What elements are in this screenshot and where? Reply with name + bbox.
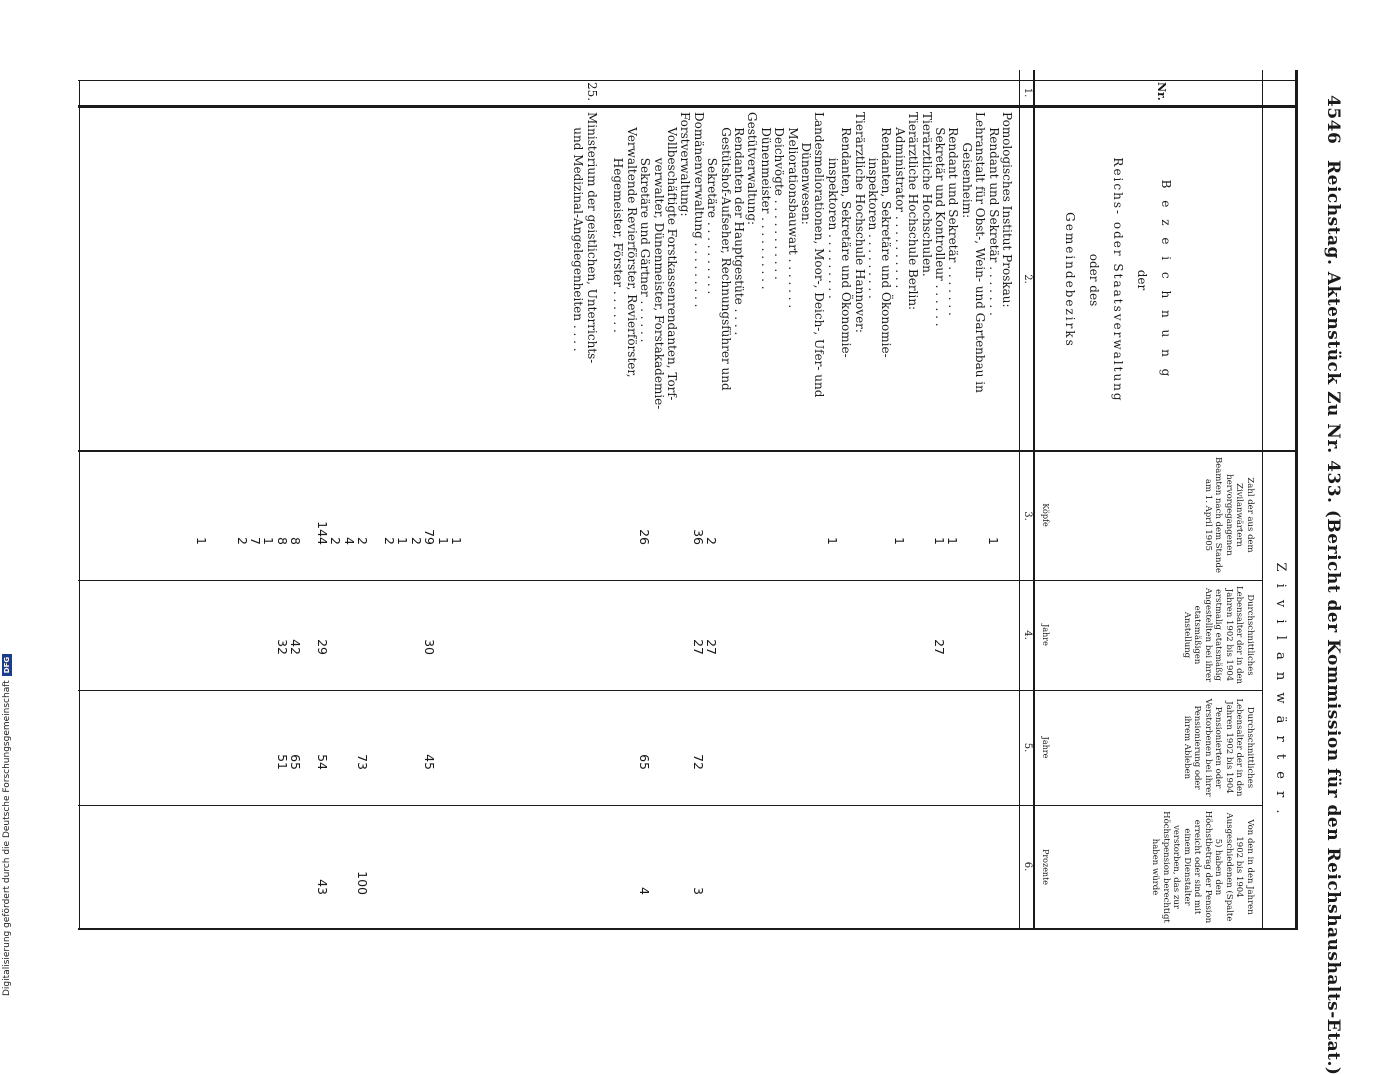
row-value-n3: 1 — [932, 537, 947, 545]
row-description: Tierärztliche Hochschule Berlin: — [906, 112, 921, 311]
bez-line: Gemeindebezirks — [1063, 212, 1077, 348]
block2-value-n3: 4 — [341, 537, 357, 545]
row-description: verwalter, Dünenmeister, Forstakademie- — [651, 112, 666, 410]
page-number: 4546 — [1323, 95, 1343, 145]
col5-unit: Jahre — [1041, 736, 1050, 759]
block2-value-n3: 144 — [315, 521, 330, 545]
row-value-n6: 3 — [690, 887, 706, 895]
col4-rule — [78, 580, 1263, 581]
colnum-5: 5. — [1022, 742, 1033, 753]
row-description: Verwaltende Revierförster, Revierförster, — [624, 112, 639, 378]
row-description: und Medizinal-Angelegenheiten . . . . — [571, 112, 586, 352]
row-description: Gestütshof-Aufseher, Rechnungsführer und — [718, 112, 733, 391]
col3-unit: Köpfe — [1041, 503, 1050, 527]
block2-value-n5: 45 — [422, 754, 438, 770]
block2-value-n5: 54 — [315, 754, 330, 770]
row-description: Meliorationsbauwart . . . . . . . — [785, 112, 800, 309]
colnum-4: 4. — [1022, 630, 1033, 640]
bez-line: der — [1135, 269, 1149, 291]
row-value-n3: 1 — [824, 537, 840, 545]
col5-rule — [78, 690, 1263, 691]
block2-value-n6: 100 — [355, 871, 371, 895]
row-description: Lehranstalt für Obst-, Wein- und Gartenbau in — [973, 112, 988, 393]
row-description: inspektoren . . . . . . . . . — [825, 112, 840, 299]
row-value-n3: 1 — [985, 537, 1001, 545]
col6-unit: Prozente — [1041, 848, 1050, 886]
block2-value-n3: 1 — [395, 537, 411, 545]
row-description: Dünenwesen: — [799, 112, 813, 225]
dfg-logo: DFG — [2, 654, 12, 676]
row-value-n3: 36 — [690, 529, 706, 545]
col6-rule — [78, 805, 1263, 806]
block2-value-n4: 32 — [274, 639, 290, 655]
row-description: Rendanten, Sekretäre und Ökonomie- — [879, 112, 894, 358]
bezeichnung-header — [1058, 110, 1178, 450]
block2-value-n3: 8 — [288, 537, 304, 545]
block2-value-n3: 2 — [408, 537, 424, 545]
block2-value-n3: 2 — [355, 537, 371, 545]
colnum-6: 6. — [1022, 861, 1033, 872]
bez-line: Reichs- oder Staatsverwaltung — [1111, 157, 1125, 403]
row-description: Rendanten, Sekretäre und Ökonomie- — [839, 112, 854, 358]
row-value-n3: 1 — [891, 537, 907, 545]
block2-value-n4: 30 — [422, 639, 438, 655]
row-description: Rendant und Sekretär . . . . . . . — [986, 112, 1001, 316]
row-value-n5: 65 — [637, 754, 653, 770]
col-desc-rule — [78, 105, 1298, 108]
bez-line: oder des — [1087, 253, 1101, 307]
funding-note: Digitalisierung gefördert durch die Deutsche Forschungsgemeinschaft — [2, 680, 12, 996]
row-description: Gestütverwaltung: — [745, 112, 760, 226]
block2-value-n3: 8 — [274, 537, 290, 545]
colnum-1: 1. — [1022, 87, 1033, 98]
block-separator-rule — [79, 80, 80, 930]
zivil-header-rule — [1262, 70, 1263, 930]
row-description: Sekretäre . . . . . . . . . . — [705, 112, 720, 295]
row-description: Forstverwaltung: — [678, 112, 693, 217]
row-value-n3: 1 — [945, 537, 961, 545]
block2-value-n3: 2 — [328, 537, 344, 545]
row-value-n6: 4 — [637, 887, 653, 895]
row-description: Landesmeliorationen, Moor-, Deich-, Ufer- und — [812, 112, 827, 398]
block2-value-n3: 1 — [261, 537, 277, 545]
row-description: Tierärztliche Hochschulen. — [919, 112, 934, 277]
block2-value-n5: 51 — [274, 754, 290, 770]
header-bottom-rule — [1033, 70, 1035, 930]
row-description: Tierärztliche Hochschule Hannover: — [852, 112, 867, 333]
row-description: Sekretär und Kontrolleur . . . . . . — [933, 112, 947, 327]
block2-value-n5: 65 — [288, 754, 304, 770]
block2-value-n3: 1 — [194, 537, 210, 545]
row-value-n4: 27 — [690, 639, 706, 655]
row-value-n5: 72 — [690, 754, 706, 770]
block2-value-n4: 42 — [288, 639, 304, 655]
row-value-n3: 26 — [637, 529, 653, 545]
row-description: Administrator . . . . . . . . . . — [892, 112, 907, 289]
row-description: Geisenheim: — [959, 112, 974, 219]
block2-value-n3: 7 — [248, 537, 263, 545]
block2-value-n3: 79 — [422, 529, 438, 545]
col4-unit: Jahre — [1041, 624, 1050, 646]
funding-footer — [2, 654, 12, 996]
row-description: Deichvögte . . . . . . . . . . . — [772, 112, 787, 280]
colnum-2: 2. — [1022, 274, 1033, 284]
col3-rule — [78, 450, 1298, 452]
row-value-n4: 27 — [932, 639, 947, 655]
row-description: Rendanten der Hauptgestüte . . . . — [732, 112, 746, 336]
row-description: Pomologisches Institut Proskau: — [1000, 112, 1014, 308]
row-value-n4: 27 — [704, 639, 720, 655]
table-right-rule — [78, 928, 1298, 930]
col3-header: Zahl der aus dem Zivilanwärtern hervorgegangenen Beamten nach dem Stande am 1. April 1905 — [1203, 457, 1255, 573]
page-title: Reichstag. Aktenstück Zu Nr. 433. (Bericht der Kommission für den Reichshaushalts-Etat.) — [1323, 160, 1343, 1075]
row-description: Dünenmeister . . . . . . . . . . — [758, 112, 773, 290]
colnum-3: 3. — [1022, 511, 1033, 521]
colnum-rule — [1019, 70, 1020, 930]
zivilanwaerter-header: Z i v i l a n w ä r t e r . — [1273, 562, 1288, 818]
col-nr-rule — [78, 80, 1298, 81]
row-description: Ministerium der geistlichen, Unterrichts- — [584, 112, 599, 364]
col6-header: Von den in den Jahren 1902 bis 1904 Ausgeschiedenen (Spalte 5) haben den Höchstbetrag der Pension erreicht oder sind mit einem Dienstalter verstorben, das zur Höchstpension berechtigt haben würde — [1150, 810, 1255, 924]
bez-line: B e z e i c h n u n g — [1159, 179, 1173, 381]
table-top-rule — [1295, 70, 1298, 930]
row-description: Rendant und Sekretär . . . . . . . — [946, 112, 961, 316]
block2-value-n3: 1 — [435, 537, 451, 545]
row-value-n3: 2 — [704, 537, 720, 545]
nr-header: Nr. — [1155, 82, 1168, 101]
row-number: 25. — [584, 82, 599, 102]
col5-header: Durchschnittliches Lebensalter der in den Jahren 1902 bis 1904 Pensionierten oder Verstorbenen bei ihrer Pensionierung oder ihrem Ableben — [1182, 698, 1255, 797]
block2-value-n3: 2 — [234, 537, 250, 545]
block2-value-n6: 43 — [315, 879, 330, 895]
block2-value-n3: 1 — [449, 537, 464, 545]
col4-header: Durchschnittliches Lebensalter der in den Jahren 1902 bis 1904 erstmalig etatsmäßig Angestellten bei ihrer etatsmäßigen Anstellung — [1182, 585, 1255, 685]
row-description: inspektoren . . . . . . . . . — [866, 112, 880, 299]
row-description: Vollbeschäftigte Forstkassenrendanten, Torf- — [665, 112, 679, 401]
block2-value-n3: 2 — [382, 537, 397, 545]
row-description: Sekretäre und Gärtner . . . . . . — [638, 112, 653, 343]
row-description: Domänenverwaltung . . . . . . . . . — [691, 112, 706, 308]
row-description: Hegemeister, Förster . . . . . . — [611, 112, 626, 333]
block2-value-n5: 73 — [355, 754, 371, 770]
block2-value-n4: 29 — [315, 639, 330, 655]
